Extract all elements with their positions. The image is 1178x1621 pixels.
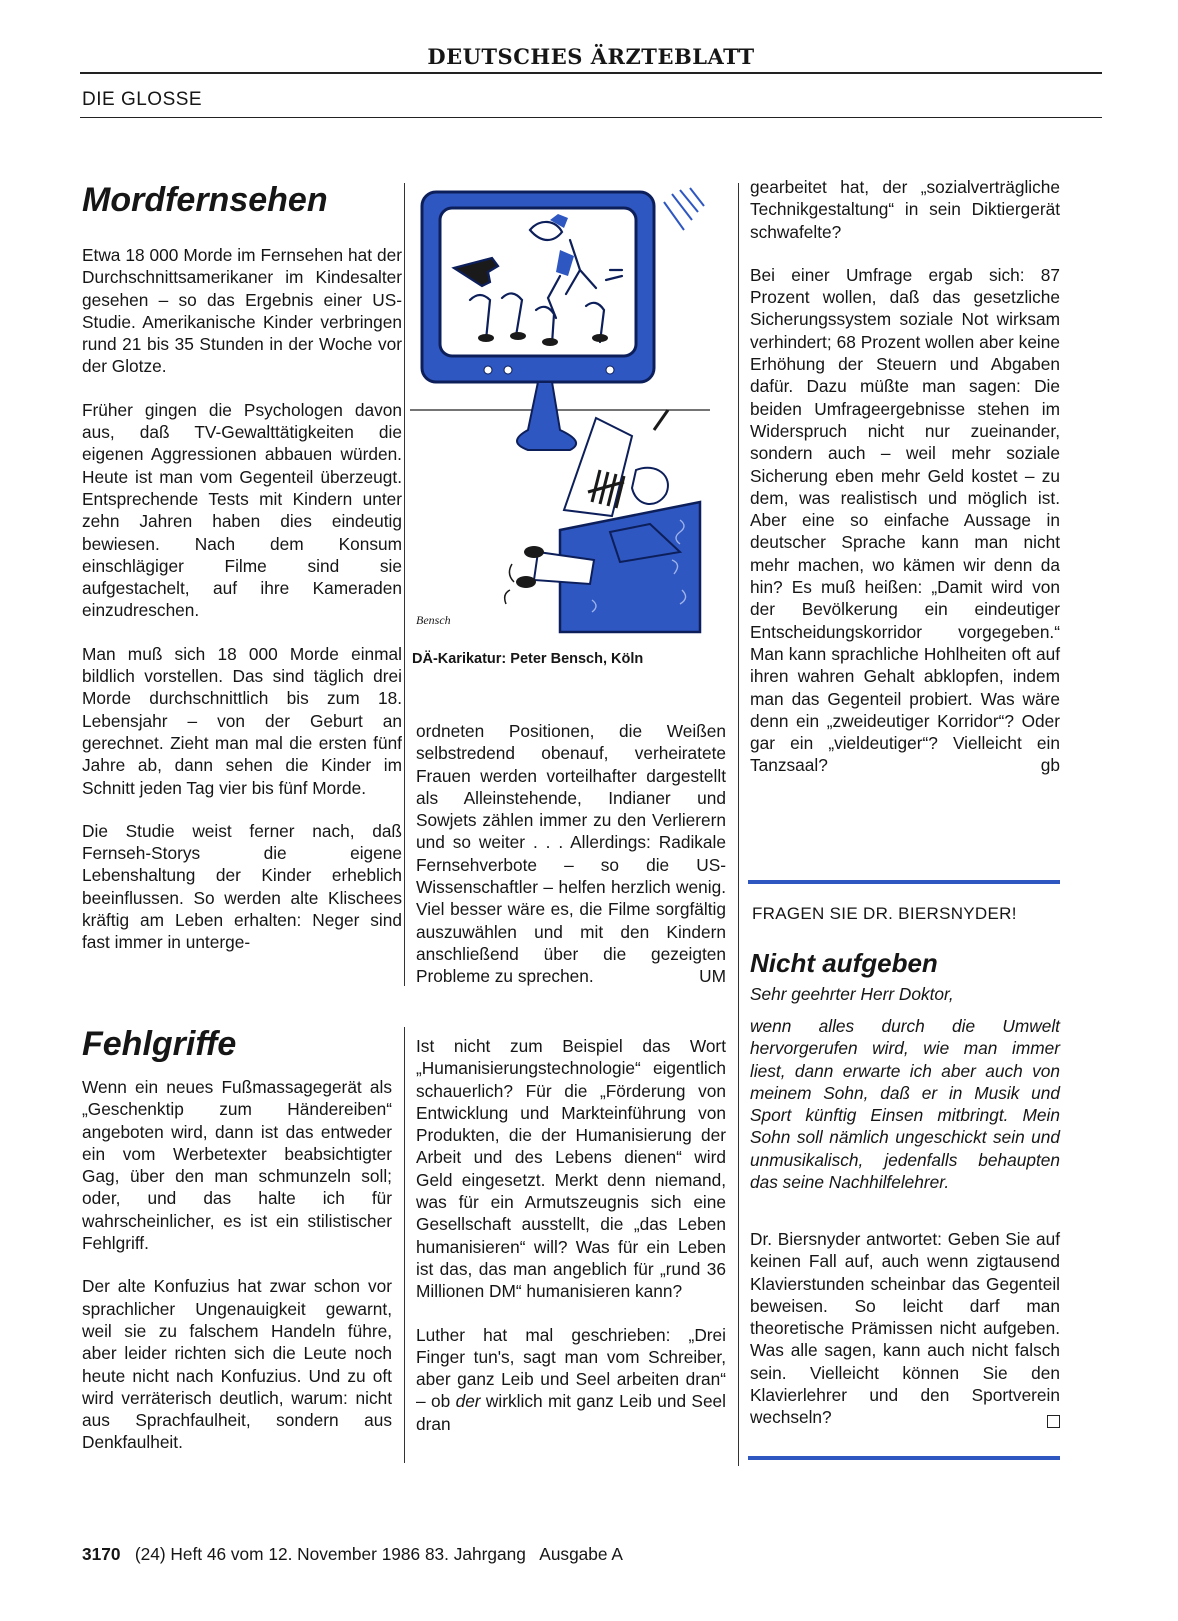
article-mordfernsehen-col2 bbox=[416, 720, 726, 988]
kicker-biersnyder: FRAGEN SIE DR. BIERSNYDER! bbox=[752, 904, 1017, 923]
paragraph: Bei einer Umfrage ergab sich: 87 Prozent wollen, daß das gesetzliche Sicherungssystem soziale Not wirksam verhindert; 68 Prozent wollen aber keine Erhöhung der Steuern und Abgaben dafür. Dazu müßte man sagen: Die beiden Umfrageergebnisse stehen im Widerspruch nicht nur zueinander, sondern auch – weil mehr soziale Sicherung eben mehr Geld kostet – zu dem, was realistisch und möglich ist. Aber eine so einfache Aussage in deutscher Sprache kann man nicht mehr machen, wo kämen wir denn da hin? Es muß heißen: „Damit wird von der Bevölkerung ein eindeutiger Entscheidungskorridor vorgegeben.“ Man kann sprachliche Hohlheiten oft auf ihren wahren Gehalt abklopfen, indem man das Gegenteil probiert. Was wäre denn ein „zweideutiger Korridor“? Oder gar ein „vieldeutiger“? Vielleicht ein Tanzsaal? bbox=[750, 264, 1060, 776]
section-divider-blue bbox=[748, 880, 1060, 884]
cartoon bbox=[410, 180, 710, 640]
author-signature: UM bbox=[699, 966, 726, 987]
masthead: DEUTSCHES ÄRZTEBLATT bbox=[427, 44, 755, 69]
paragraph: Der alte Konfuzius hat zwar schon vor sprachlicher Ungenauigkeit gewarnt, weil sie zu falschem Handeln führe, aber leider richten sich die Leute noch heute nicht nach Konfuzius. Und zu oft wird verräterisch deutlich, warum: nicht aus Sprachfaulheit, sondern aus Denkfaulheit. bbox=[82, 1276, 392, 1453]
reader-letter: wenn alles durch die Umwelt hervorgerufen wird, wie man immer liest, dann erwarte ich aber auch von meinem Sohn, daß er in Musik und Sport künftig Einsen mitbringt. Mein Sohn soll nämlich ungeschickt sein und unmusikalisch, jedenfalls behaupten das seine Nachhilfelehrer. bbox=[750, 1016, 1060, 1193]
paragraph: Luther hat mal geschrieben: „Drei Finger tun's, sagt man vom Schreiber, aber ganz Leib und Seel arbeiten dran“ – ob der wirklich mit ganz Leib und Seel dran bbox=[416, 1324, 727, 1434]
page-number: 3170 bbox=[82, 1544, 121, 1564]
paragraph: Man muß sich 18 000 Morde einmal bildlich vorstellen. Das sind täglich drei Morde durchschnittlich bis zum 18. Lebensjahr – von der Geburt an gerechnet. Zieht man mal die ersten fünf Jahre ab, dann sehen die Kinder im Schnitt jeden Tag vier bis fünf Morde. bbox=[82, 643, 402, 798]
column-divider bbox=[738, 183, 739, 1466]
column-divider bbox=[404, 183, 405, 986]
cartoon-illustration bbox=[410, 180, 710, 640]
paragraph: ordneten Positionen, die Weißen selbstredend obenauf, verheiratete Frauen werden vorteilhafter dargestellt als Alleinstehende, Indianer und Sowjets zählen immer zu den Verlierern und so weiter . . . Allerdings: Radikale Fernsehverbote – so die US-Wissenschaftler – helfen herzlich wenig. Viel besser wäre es, die Filme sorgfältig auszuwählen und mit den Kindern anschließend über die gezeigten Probleme zu sprechen. bbox=[416, 721, 726, 987]
paragraph: Ist nicht zum Beispiel das Wort „Humanisierungstechnologie“ eigentlich schauerlich? Für die „Förderung von Entwicklung und Markteinführung von Produkten, die der Humanisierung der Arbeit und des Lebens dienen“ wird Geld eingesetzt. Merkt denn niemand, was für ein Armutszeugnis sich eine Gesellschaft ausstellt, die „das Leben humanisieren“ will? Was für ein Leben ist das, das man angeblich für „rund 36 Millionen DM“ humanisieren kann? bbox=[416, 1036, 726, 1302]
article-fehlgriffe-col1 bbox=[82, 1024, 392, 1454]
author-signature: gb bbox=[1040, 755, 1060, 776]
paragraph: Die Studie weist ferner nach, daß Fernseh-Storys die eigene Lebenshaltung der Kinder erheblich beeinflussen. So werden alte Klischees kräftig am Leben erhalten: Neger sind fast immer in unterge- bbox=[82, 820, 402, 953]
issue-info: (24) Heft 46 vom 12. November 1986 83. Jahrgang bbox=[134, 1544, 526, 1564]
edition: Ausgabe A bbox=[539, 1544, 623, 1564]
end-square bbox=[1047, 1415, 1060, 1428]
section-divider-blue bbox=[748, 1456, 1060, 1460]
headline-mordfernsehen: Mordfernsehen bbox=[82, 181, 328, 219]
article-fehlgriffe-col3 bbox=[750, 176, 1060, 777]
paragraph: Etwa 18 000 Morde im Fernsehen hat der Durchschnittsamerikaner im Kindesalter gesehen – so das Ergebnis einer US-Studie. Amerikanische Kinder verbringen rund 21 bis 35 Stunden in der Woche vor der Glotze. bbox=[82, 245, 402, 377]
end-mark bbox=[1047, 1410, 1060, 1432]
section-label: DIE GLOSSE bbox=[82, 89, 203, 110]
paragraph: gearbeitet hat, der „sozialverträgliche Technikgestaltung“ in sein Diktiergerät schwafelte? bbox=[750, 177, 1060, 242]
emphasis: der bbox=[455, 1391, 481, 1412]
paragraph: Früher gingen die Psychologen davon aus, daß TV-Gewalttätigkeiten die eigenen Aggressionen abbauen würden. Heute ist man vom Gegenteil überzeugt. Entsprechende Tests mit Kindern unter zehn Jahren haben dies eindeutig bewiesen. Nach dem Konsum einschlägiger Filme sind sie aufgestachelt, auf ihre Kameraden einzudreschen. bbox=[82, 399, 402, 621]
headline-fehlgriffe: Fehlgriffe bbox=[82, 1025, 237, 1063]
masthead-rule bbox=[80, 72, 1102, 74]
section-rule bbox=[80, 117, 1102, 118]
article-fehlgriffe-col2 bbox=[416, 1035, 726, 1435]
cartoon-artist-signature: Bensch bbox=[416, 613, 451, 627]
cartoon-caption: DÄ-Karikatur: Peter Bensch, Köln bbox=[412, 651, 644, 667]
letter-salutation: Sehr geehrter Herr Doktor, bbox=[750, 984, 954, 1004]
headline-nicht-aufgeben: Nicht aufgeben bbox=[750, 948, 938, 978]
article-mordfernsehen-col1 bbox=[82, 180, 402, 954]
footer bbox=[82, 1544, 623, 1565]
paragraph: Wenn ein neues Fußmassagegerät als „Geschenktip zum Händereiben“ angeboten wird, dann ist das entweder ein vom Werbetexter beabsichtigter Gag, über den man schmunzeln soll; oder, und das halte ich für wahrscheinlicher, es ist ein stilistischer Fehlgriff. bbox=[82, 1077, 392, 1254]
column-divider bbox=[404, 1027, 405, 1463]
doctor-answer: Dr. Biersnyder antwortet: Geben Sie auf keinen Fall auf, auch wenn zigtausend Klavierstunden scheinbar das Gegenteil beweisen. So leicht darf man theoretische Prämissen nicht aufgeben. Was alle sagen, kann auch nicht falsch sein. Vielleicht können Sie den Klavierlehrer und den Sportverein wechseln? bbox=[750, 1228, 1060, 1433]
